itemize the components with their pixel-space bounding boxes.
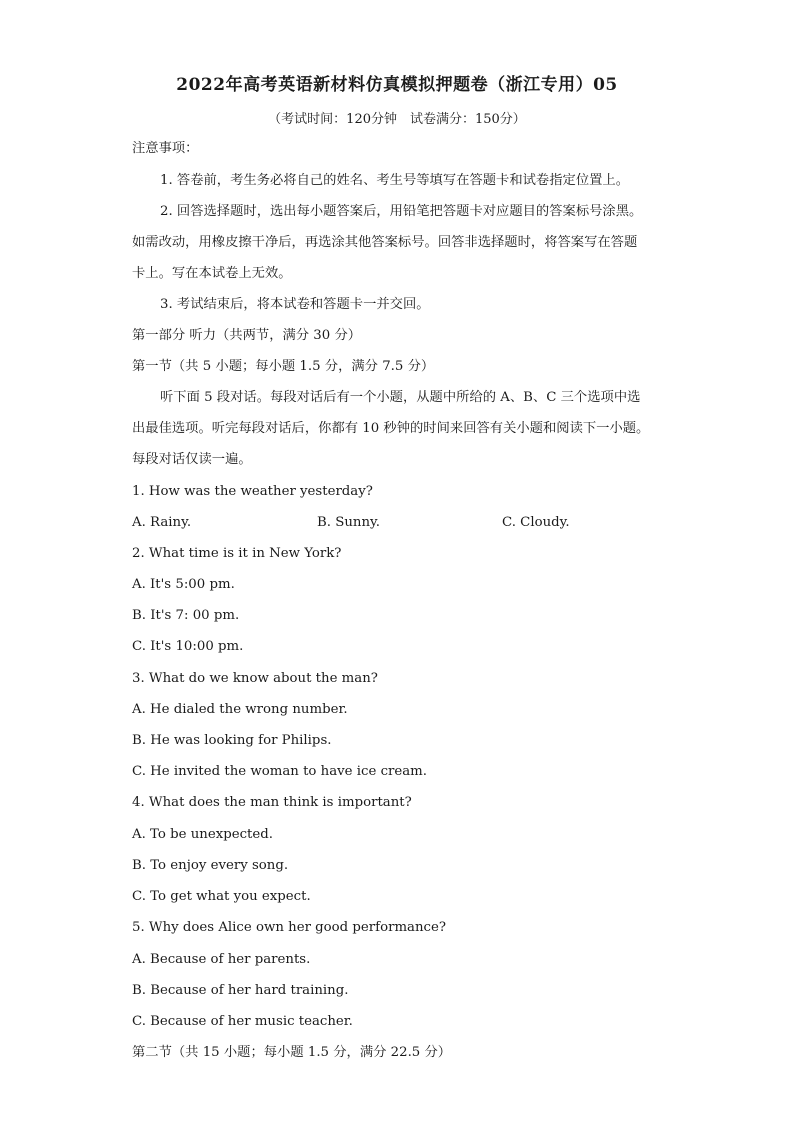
instructions-line-1: 听下面 5 段对话。每段对话后有一个小题，从题中所给的 A、B、C 三个选项中选 <box>160 390 641 405</box>
part-1-heading: 第一部分 听力（共两节，满分 30 分） <box>132 328 362 343</box>
notice-heading: 注意事项： <box>132 141 199 156</box>
notice-item-3: 3. 考试结束后，将本试卷和答题卡一并交回。 <box>160 297 430 312</box>
question-2-option-a: A. It's 5:00 pm. <box>132 577 235 592</box>
question-4-option-c: C. To get what you expect. <box>132 889 311 904</box>
notice-item-2-line-2: 如需改动，用橡皮擦干净后，再选涂其他答案标号。回答非选择题时，将答案写在答题 <box>132 235 638 250</box>
question-3-option-c: C. He invited the woman to have ice cream. <box>132 764 427 779</box>
notice-item-2-line-3: 卡上。写在本试卷上无效。 <box>132 266 292 281</box>
question-3-stem: 3. What do we know about the man? <box>132 671 378 686</box>
question-3-option-a: A. He dialed the wrong number. <box>132 702 348 717</box>
instructions-line-3: 每段对话仅读一遍。 <box>132 452 252 467</box>
question-5-stem: 5. Why does Alice own her good performance? <box>132 920 446 935</box>
question-4-option-b: B. To enjoy every song. <box>132 858 289 873</box>
question-2-stem: 2. What time is it in New York? <box>132 546 342 561</box>
question-2-option-b: B. It's 7: 00 pm. <box>132 608 240 623</box>
question-1-option-c: C. Cloudy. <box>502 515 570 530</box>
exam-time-info: （考试时间：120分钟 试卷满分：150分） <box>268 112 526 127</box>
question-4-stem: 4. What does the man think is important? <box>132 795 412 810</box>
section-1-heading: 第一节（共 5 小题；每小题 1.5 分，满分 7.5 分） <box>132 359 435 374</box>
question-1-option-a: A. Rainy. <box>132 515 192 530</box>
instructions-line-2: 出最佳选项。听完每段对话后，你都有 10 秒钟的时间来回答有关小题和阅读下一小题。 <box>132 421 650 436</box>
notice-item-2-line-1: 2. 回答选择题时，选出每小题答案后，用铅笔把答题卡对应题目的答案标号涂黑。 <box>160 204 643 219</box>
question-5-option-a: A. Because of her parents. <box>132 952 311 967</box>
question-1-option-b: B. Sunny. <box>317 515 380 530</box>
notice-item-1: 1. 答卷前，考生务必将自己的姓名、考生号等填写在答题卡和试卷指定位置上。 <box>160 173 630 188</box>
question-1-stem: 1. How was the weather yesterday? <box>132 484 373 499</box>
page-title: 2022年高考英语新材料仿真模拟押题卷（浙江专用）05 <box>176 75 618 95</box>
question-3-option-b: B. He was looking for Philips. <box>132 733 332 748</box>
question-5-option-c: C. Because of her music teacher. <box>132 1014 353 1029</box>
question-2-option-c: C. It's 10:00 pm. <box>132 639 244 654</box>
section-2-heading: 第二节（共 15 小题；每小题 1.5 分，满分 22.5 分） <box>132 1045 452 1060</box>
question-5-option-b: B. Because of her hard training. <box>132 983 349 998</box>
question-4-option-a: A. To be unexpected. <box>132 827 274 842</box>
